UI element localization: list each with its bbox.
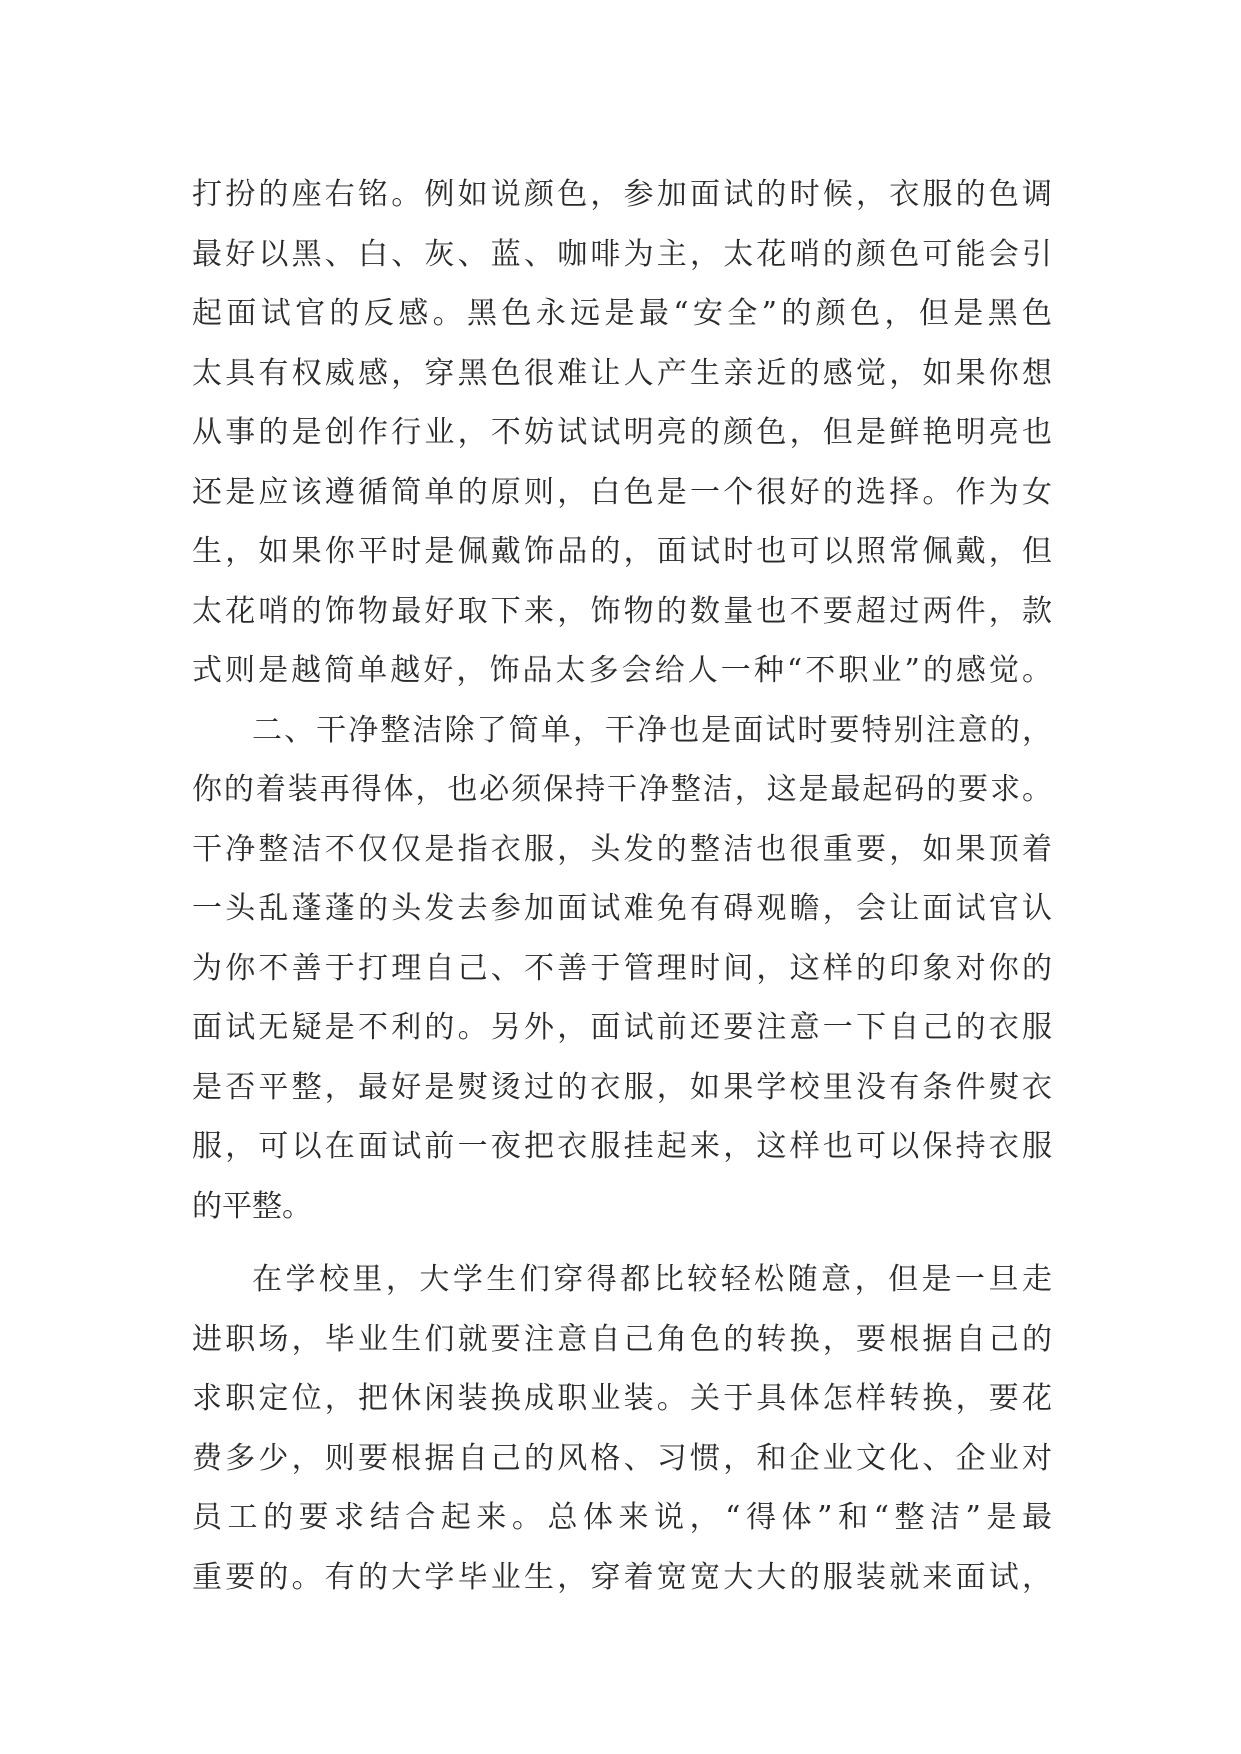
text-line: 进职场，毕业生们就要注意自己角色的转换，要根据自己的 [192,1321,1052,1357]
text-line: 太具有权威感，穿黑色很难让人产生亲近的感觉，如果你想 [192,355,1052,391]
text-line: 为你不善于打理自己、不善于管理时间，这样的印象对你的 [192,950,1052,986]
text-line: 式则是越简单越好，饰品太多会给人一种“不职业”的感觉。 [192,653,1052,688]
text-line: 干净整洁不仅仅是指衣服，头发的整洁也很重要，如果顶着 [192,831,1052,867]
text-line: 生，如果你平时是佩戴饰品的，面试时也可以照常佩戴，但 [192,534,1052,569]
text-line: 从事的是创作行业，不妨试试明亮的颜色，但是鲜艳明亮也 [192,415,1052,450]
text-line: 太花哨的饰物最好取下来，饰物的数量也不要超过两件，款 [192,593,1052,629]
section-heading-line: 二、干净整洁除了简单，干净也是面试时要特别注意的， [252,712,1052,748]
text-line: 起面试官的反感。黑色永远是最“安全”的颜色，但是黑色 [192,296,1052,331]
paragraph-start-line: 在学校里，大学生们穿得都比较轻松随意，但是一旦走 [252,1262,1052,1297]
text-line: 还是应该遵循简单的原则，白色是一个很好的选择。作为女 [192,474,1052,510]
text-line: 重要的。有的大学毕业生，穿着宽宽大大的服装就来面试， [192,1559,1052,1595]
text-line: 是否平整，最好是熨烫过的衣服，如果学校里没有条件熨衣 [192,1069,1052,1105]
text-line: 求职定位，把休闲装换成职业装。关于具体怎样转换，要花 [192,1381,1052,1416]
paragraph-gap [192,1236,1052,1250]
text-line: 打扮的座右铭。例如说颜色，参加面试的时候，衣服的色调 [192,177,1052,212]
text-line: 的平整。 [192,1188,312,1224]
text-line: 员工的要求结合起来。总体来说，“得体”和“整洁”是最 [192,1500,1052,1535]
text-line: 费多少，则要根据自己的风格、习惯，和企业文化、企业对 [192,1440,1052,1476]
text-line: 你的着装再得体，也必须保持干净整洁，这是最起码的要求。 [192,772,1052,807]
text-line: 最好以黑、白、灰、蓝、咖啡为主，太花哨的颜色可能会引 [192,236,1052,272]
body-text [192,165,1052,1607]
text-line: 面试无疑是不利的。另外，面试前还要注意一下自己的衣服 [192,1010,1052,1045]
text-line: 服，可以在面试前一夜把衣服挂起来，这样也可以保持衣服 [192,1129,1052,1164]
text-line: 一头乱蓬蓬的头发去参加面试难免有碍观瞻，会让面试官认 [192,891,1052,926]
